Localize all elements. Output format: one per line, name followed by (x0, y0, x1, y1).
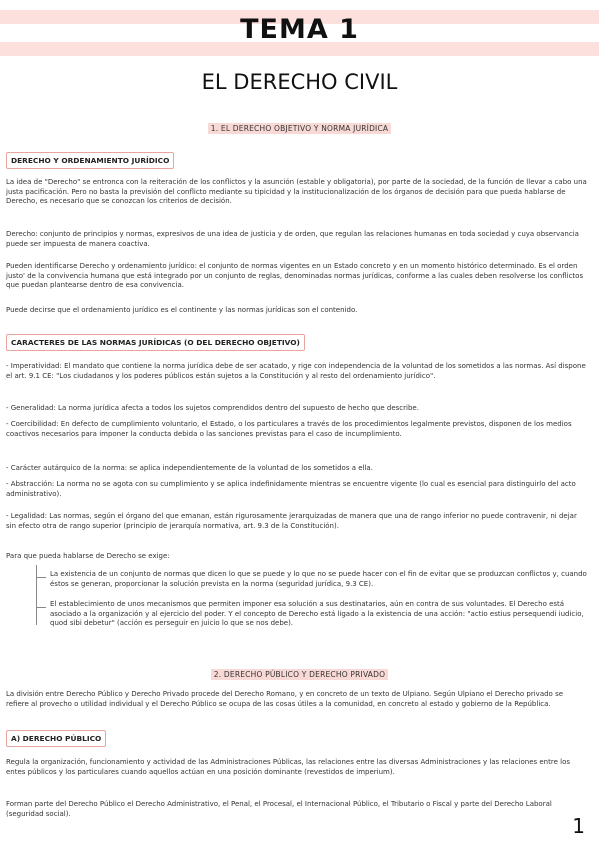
page-number: 1 (572, 814, 585, 838)
caracter-imperatividad: - Imperatividad: El mandato que contiene la norma jurídica debe de ser acatado, y rige con independencia de la voluntad de los sometidos a las normas. Así dispone el art. 9.1 CE: "Los ciudadanos y los poderes públicos están sujetos a la Constitución y al resto del ordenamiento jurídico". (6, 362, 586, 380)
paragraph-regula: Regula la organización, funcionamiento y actividad de las Administraciones Públicas, las relaciones entre las diversas Administraciones y las relaciones entre los entes públicos y los particulares cuando aquellos actúan en una posición dominante (revestidos de imperium). (6, 758, 570, 776)
paragraph-division: La división entre Derecho Público y Derecho Privado procede del Derecho Romano, y en concreto de un texto de Ulpiano. Según Ulpiano el Derecho privado se refiere al provecho o utilidad individual y el Derecho Público se ocupa de las cosas útiles a la comunidad, en concreto al estado y gobierno de la República. (6, 690, 564, 708)
paragraph-derecho-def: Derecho: conjunto de principios y normas, expresivos de una idea de justicia y de orden, que regulan las relaciones humanas en toda sociedad y cuya observancia puede ser impuesta de manera coactiva. (6, 230, 579, 248)
page-title: EL DERECHO CIVIL (201, 70, 398, 94)
caracter-generalidad: - Generalidad: La norma jurídica afecta a todos los sujetos comprendidos dentro del supuesto de hecho que describe. (6, 404, 419, 412)
paragraph-idea-derecho: La idea de "Derecho" se entronca con la reiteración de los conflictos y la asunción (estable y obligatoria), por parte de la sociedad, de la función de llevar a cabo una justa pacificación. Pero no basta la previsión del conflicto mediante su tipicidad y la institucionalización de los órganos de decisión para que pueda hablarse de Derecho, es necesario que se conozcan los criterios de decisión. (6, 178, 587, 205)
section-heading-2-text: 2. DERECHO PÚBLICO Y DERECHO PRIVADO (211, 669, 388, 680)
section-heading-1-text: 1. EL DERECHO OBJETIVO Y NORMA JURÍDICA (208, 123, 392, 134)
bracket-tick-2 (36, 607, 46, 608)
caracter-autarquico: - Carácter autárquico de la norma: se aplica independientemente de la voluntad de los sometidos a ella. (6, 464, 373, 472)
paragraph-continente: Puede decirse que el ordenamiento jurídico es el continente y las normas jurídicas son el contenido. (6, 306, 358, 314)
bracket-tick-1 (36, 577, 46, 578)
caracter-legalidad: - Legalidad: Las normas, según el órgano del que emanan, están rigurosamente jerarquizadas de manera que una de rango inferior no puede contravenir, ni dejar sin efecto otra de rango superior (principio de jerarquía normativa, art. 9.3 de la Constitución). (6, 512, 577, 530)
section-heading-1 (0, 124, 599, 133)
box-heading-publico: A) DERECHO PÚBLICO (6, 730, 106, 747)
requirement-normas: La existencia de un conjunto de normas que dicen lo que se puede y lo que no se puede hacer con el fin de evitar que se produzcan conflictos y, cuando éstos se generan, proporcionar la solución prevista en la norma (seguridad jurídica, 9.3 CE). (50, 570, 587, 588)
requirement-mecanismos: El establecimiento de unos mecanismos que permiten imponer esa solución a sus destinatarios, aún en contra de sus voluntades. El Derecho está asociado a la organización y al ejercicio del poder. Y el concepto de Derecho está ligado a la existencia de una acción: "actio estius persequendi iudicio, quod sibi debetur" (acción es perseguir en juicio lo que se nos debe). (50, 600, 584, 627)
bracket-line (36, 565, 47, 625)
paragraph-forman-parte: Forman parte del Derecho Público el Derecho Administrativo, el Penal, el Procesal, el Internacional Público, el Tributario o Fiscal y parte del Derecho Laboral (seguridad social). (6, 800, 552, 818)
caracter-coercibilidad: - Coercibilidad: En defecto de cumplimiento voluntario, el Estado, o los particulares a través de los procedimientos legalmente previstos, disponen de los medios coactivos necesarios para imponer la conducta debida o las sanciones previstas para el caso de incumplimiento. (6, 420, 572, 438)
paragraph-ordenamiento: Pueden identificarse Derecho y ordenamiento jurídico: el conjunto de normas vigentes en un Estado concreto y en un momento histórico determinado. Es el orden justo' de la convivencia humana que está integrado por un conjunto de reglas, denominadas normas jurídicas, conforme a las cuales deben resolverse los conflictos que puedan plantearse dentro de esa convivencia. (6, 262, 584, 289)
section-heading-2 (0, 670, 599, 679)
requirements-intro: Para que pueda hablarse de Derecho se exige: (6, 552, 170, 560)
box-heading-caracteres: CARACTERES DE LAS NORMAS JURÍDICAS (O DEL DERECHO OBJETIVO) (6, 334, 305, 351)
box-heading-derecho: DERECHO Y ORDENAMIENTO JURÍDICO (6, 152, 174, 169)
tema-heading: TEMA 1 (240, 14, 359, 45)
caracter-abstraccion: - Abstracción: La norma no se agota con su cumplimiento y se aplica indefinidamente mientras se encuentre vigente (lo cual es esencial para distinguirlo del acto administrativo). (6, 480, 576, 498)
